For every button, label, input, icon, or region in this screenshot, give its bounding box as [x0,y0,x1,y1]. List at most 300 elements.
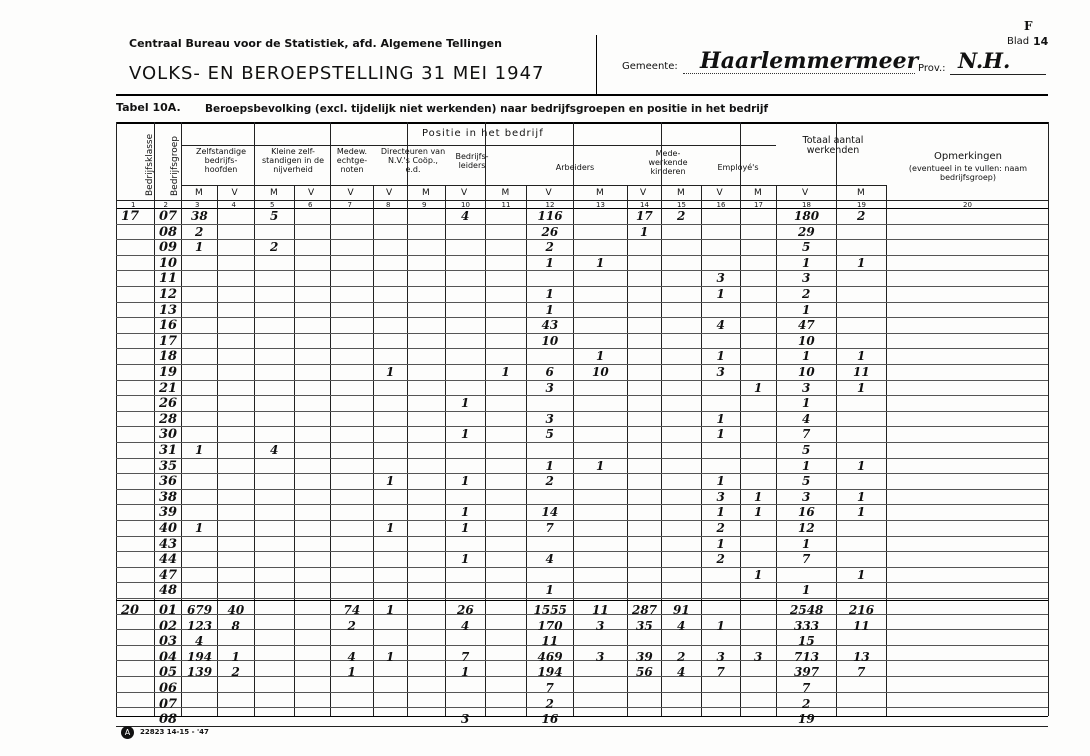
grid-line [116,629,1048,630]
data-cell: 1 [857,505,866,520]
data-cell: 4 [347,649,356,664]
data-cell: 3 [716,365,725,379]
bedrijfsgroep-cell: 07 [159,209,178,224]
data-cell: 1 [545,287,554,301]
bedrijfsgroep-cell: 21 [159,380,178,396]
data-cell: 194 [187,649,213,664]
data-cell: 1 [386,649,395,664]
bedrijfsgroep-cell: 10 [159,255,178,271]
grid-line [116,692,1048,693]
bedrijfsgroep-cell: 26 [159,396,178,412]
data-cell: 26 [541,224,559,239]
data-cell: 1 [716,536,725,551]
grid-line [373,185,374,716]
grid-line [116,200,1048,201]
data-cell: 1 [802,302,811,317]
grid-line [181,185,886,186]
data-cell: 1 [347,665,356,680]
column-number: 17 [754,201,763,209]
data-cell: 1 [461,474,470,489]
data-cell: 10 [541,333,559,348]
column-number: 15 [677,201,686,209]
column-number: 10 [461,201,470,209]
grid-line [181,122,182,716]
data-cell: 1 [195,240,204,255]
column-number: 13 [596,201,605,209]
col-bedrijfsleiders: Bedrijfs- leiders [455,152,489,170]
grid-line [116,380,1048,381]
bedrijfsgroep-cell: 08 [159,712,178,728]
table-caption: Beroepsbevolking (excl. tijdelijk niet werkenden) naar bedrijfsgroepen en positie in het bedrijf [205,103,769,115]
data-cell: 17 [636,209,653,223]
data-cell: 287 [632,603,658,617]
data-cell: 16 [541,712,559,727]
mv-label: M [501,188,510,198]
grid-line [116,270,1048,271]
grid-line [116,442,1048,443]
data-cell: 5 [802,474,811,489]
data-cell: 5 [545,427,554,442]
data-cell: 2 [270,240,279,255]
grid-line [116,122,1048,124]
data-cell: 7 [802,427,811,442]
grid-line [116,504,1048,505]
mv-label: M [596,188,604,198]
data-cell: 139 [187,665,213,680]
column-number: 16 [716,201,726,209]
data-cell: 1 [802,536,811,551]
data-cell: 3 [802,489,811,504]
bedrijfsgroep-cell: 02 [159,618,178,634]
data-cell: 7 [857,665,866,680]
bedrijfsgroep-cell: 05 [159,665,178,681]
data-cell: 40 [227,603,245,617]
data-cell: 4 [270,443,279,457]
blad-number: 14 [1033,35,1049,48]
data-cell: 1 [857,567,866,582]
grid-line [116,395,1048,396]
col-arbeiders: Arbeiders [555,163,595,172]
bedrijfsgroep-cell: 28 [159,411,178,427]
data-cell: 8 [231,618,240,633]
bedrijfsgroep-cell: 39 [159,505,178,521]
data-cell: 39 [636,649,653,664]
data-cell: 10 [592,365,609,379]
data-cell: 1 [386,521,395,535]
bedrijfsgroep-cell: 47 [159,567,178,583]
data-cell: 12 [798,521,815,535]
grid-line [627,185,628,716]
grid-line [116,224,1048,225]
data-cell: 1 [640,224,649,239]
bedrijfsgroep-cell: 48 [159,583,178,599]
col-bedrijfsklasse: Bedrijfsklasse [145,133,155,196]
data-cell: 2 [347,618,356,633]
column-number: 2 [163,201,168,209]
data-cell: 180 [794,209,820,223]
data-cell: 7 [461,649,470,664]
data-cell: 11 [853,618,870,633]
data-cell: 29 [798,224,815,239]
bedrijfsklasse-cell: 17 [121,209,140,224]
data-cell: 7 [802,681,811,695]
data-cell: 1 [857,380,866,395]
column-number: 11 [501,201,511,209]
grid-line [116,348,1048,349]
mv-label: M [754,188,762,198]
data-cell: 1 [545,583,554,598]
data-cell: 1 [461,665,470,680]
grid-line [116,122,117,716]
grid-line [116,208,1048,209]
data-cell: 1 [857,255,866,270]
data-cell: 2 [677,209,686,223]
bedrijfsgroep-cell: 30 [159,427,178,443]
data-cell: 1 [802,396,811,411]
mv-label: V [386,188,393,198]
table-label: Tabel 10A. [116,101,181,114]
data-cell: 4 [195,634,204,649]
bedrijfsgroep-cell: 44 [159,552,178,568]
data-cell: 11 [592,603,609,617]
data-cell: 1 [857,349,866,364]
data-cell: 2 [545,240,554,255]
grid-line [154,122,155,716]
grid-line [116,598,1048,599]
gemeente-value: Haarlemmermeer [700,48,919,74]
data-cell: 3 [716,649,725,664]
grid-line [116,520,1048,521]
data-cell: 6 [545,365,554,379]
mv-label: V [347,188,354,198]
mv-label: V [802,188,809,198]
bedrijfsgroep-cell: 03 [159,634,178,650]
grid-line [116,364,1048,365]
grid-line [116,660,1048,661]
data-cell: 1 [716,427,725,442]
gemeente-label: Gemeente: [622,61,678,72]
grid-line [116,317,1048,318]
grid-line [116,614,1048,615]
data-cell: 1 [386,474,395,489]
data-cell: 4 [677,618,686,633]
data-cell: 3 [596,649,605,664]
data-cell: 1 [754,505,763,520]
data-cell: 713 [794,649,820,664]
column-number: 1 [131,201,136,209]
gemeente-underline [683,73,915,74]
bedrijfsgroep-cell: 17 [159,333,178,349]
data-cell: 11 [541,634,559,649]
data-cell: 1 [545,458,554,473]
grid-line [701,185,702,716]
grid-line [116,676,1048,677]
blad-label: Blad [1007,36,1030,47]
grid-line [116,645,1048,646]
column-number: 19 [857,201,866,209]
data-cell: 1 [802,583,811,598]
data-cell: 216 [849,603,875,617]
data-cell: 10 [798,365,815,379]
data-cell: 1 [716,411,725,426]
data-cell: 2 [802,696,811,711]
column-number: 9 [422,201,427,209]
data-cell: 5 [802,443,811,457]
bedrijfsgroep-cell: 07 [159,696,178,712]
data-cell: 2 [857,209,866,223]
bedrijfsgroep-cell: 12 [159,287,178,302]
grid-line [116,426,1048,427]
data-cell: 1 [754,567,763,582]
mv-label: M [677,188,685,198]
grid-line [116,333,1048,334]
grid-line [116,286,1048,287]
mv-label: M [195,188,203,198]
grid-line [254,145,255,185]
mv-label: V [308,188,315,198]
bedrijfsgroep-cell: 08 [159,224,178,240]
grid-line [1048,122,1049,716]
data-cell: 2 [677,649,686,664]
bedrijfsgroep-cell: 04 [159,649,178,665]
data-cell: 7 [545,521,554,535]
data-cell: 35 [636,618,653,633]
data-cell: 3 [802,271,811,286]
data-cell: 4 [545,552,554,567]
blad-letter: F [1024,19,1033,33]
data-cell: 679 [187,603,213,617]
column-number: 6 [308,201,313,209]
data-cell: 3 [716,489,725,504]
data-cell: 1 [386,603,395,617]
bedrijfsgroep-cell: 38 [159,489,178,505]
column-number: 14 [640,201,649,209]
bedrijfsgroep-cell: 11 [159,271,178,287]
col-positie: Positie in het bedrijf [422,128,544,139]
data-cell: 3 [545,411,554,426]
column-number: 12 [545,201,555,209]
data-cell: 1 [716,287,725,301]
data-cell: 1 [231,649,240,664]
data-cell: 16 [798,505,815,520]
data-cell: 91 [673,603,690,617]
grid-line [407,122,408,716]
grid-line [116,536,1048,537]
prov-underline [950,74,1046,75]
data-cell: 123 [187,618,213,633]
grid-line [836,122,837,716]
grid-line [254,122,255,716]
column-number: 18 [802,201,811,209]
data-cell: 1 [461,521,470,535]
data-cell: 1555 [533,603,567,617]
data-cell: 1 [802,349,811,364]
grid-line [116,239,1048,240]
data-cell: 1 [716,474,725,489]
data-cell: 4 [677,665,686,680]
header-rule [116,94,1048,96]
data-cell: 1 [754,380,763,395]
data-cell: 333 [794,618,820,633]
data-cell: 56 [636,665,653,680]
grid-line [116,411,1048,412]
data-cell: 1 [545,302,554,317]
data-cell: 1 [386,365,395,379]
column-number: 20 [963,201,972,209]
grid-line [116,473,1048,474]
data-cell: 3 [461,712,470,727]
bedrijfsgroep-cell: 19 [159,365,178,380]
data-cell: 5 [802,240,811,255]
data-cell: 3 [716,271,725,286]
col-totaal: Totaal aantal werkenden [802,135,864,157]
prov-label: Prov.: [918,63,946,74]
data-cell: 170 [537,618,563,633]
data-cell: 26 [457,603,474,617]
data-cell: 3 [545,380,554,395]
data-cell: 19 [798,712,815,727]
data-cell: 1 [596,458,605,473]
col-employes: Employé's [717,163,759,172]
data-cell: 1 [195,443,204,457]
col-bedrijfsgroep: Bedrijfsgroep [170,136,180,196]
grid-line [116,600,1048,601]
data-cell: 3 [596,618,605,633]
bedrijfsgroep-cell: 35 [159,458,178,474]
bedrijfsgroep-cell: 09 [159,240,178,256]
data-cell: 15 [798,634,815,649]
grid-line [573,122,574,716]
data-cell: 4 [461,209,470,223]
column-number: 7 [347,201,352,209]
grid-line [445,185,446,716]
grid-line [776,185,777,716]
data-cell: 397 [794,665,820,680]
data-cell: 2 [802,287,811,301]
grid-line [116,726,1048,727]
grid-line [116,255,1048,256]
grid-line [886,185,887,716]
data-cell: 14 [541,505,559,520]
grid-line [330,145,331,185]
col-medew: Medew. echtge- noten [336,147,368,174]
col-kleine: Kleine zelf- standigen in de nijverheid [261,147,325,174]
column-number: 3 [195,201,200,209]
data-cell: 2 [195,224,204,239]
data-cell: 38 [191,209,208,223]
col-opmerkingen-sub: (eventueel in te vullen: naam bedrijfsgroep) [908,164,1028,182]
data-cell: 4 [716,318,725,333]
data-cell: 1 [802,458,811,473]
data-cell: 7 [545,681,554,695]
col-opmerkingen-title: Opmerkingen [934,151,1002,162]
data-cell: 74 [343,603,361,617]
data-cell: 7 [716,665,725,680]
data-cell: 7 [802,552,811,567]
grid-line [661,122,662,716]
data-cell: 1 [596,349,605,364]
bedrijfsgroep-cell: 43 [159,536,178,552]
footer-logo-icon: A [121,726,134,739]
data-cell: 194 [537,665,563,680]
mv-label: V [716,188,723,198]
data-cell: 469 [537,649,563,664]
data-cell: 47 [798,318,815,333]
data-cell: 43 [541,318,559,333]
data-cell: 1 [195,521,204,535]
grid-line [116,707,1048,708]
data-cell: 1 [857,458,866,473]
data-cell: 1 [857,489,866,504]
column-number: 8 [386,201,391,209]
grid-line [294,185,295,716]
grid-line [740,122,741,716]
data-cell: 1 [461,427,470,442]
data-cell: 4 [802,411,811,426]
grid-line [116,567,1048,568]
data-cell: 2 [545,474,554,489]
data-cell: 1 [596,255,605,270]
data-cell: 1 [716,618,725,633]
grid-line [116,302,1048,303]
data-cell: 10 [798,333,815,348]
grid-line [485,122,486,716]
data-cell: 1 [461,396,470,411]
grid-line [330,122,331,716]
bedrijfsgroep-cell: 06 [159,681,178,696]
data-cell: 1 [716,349,725,364]
bureau-line: Centraal Bureau voor de Statistiek, afd. Algemene Tellingen [129,37,502,50]
column-number: 5 [270,201,275,209]
data-cell: 1 [545,255,554,270]
bedrijfsgroep-cell: 40 [159,521,178,536]
column-number: 4 [231,201,236,209]
data-cell: 2548 [790,603,824,617]
mv-label: M [270,188,278,198]
data-cell: 5 [270,209,279,223]
bedrijfsgroep-cell: 16 [159,318,178,334]
bedrijfsgroep-cell: 13 [159,302,178,318]
bedrijfsklasse-cell: 20 [121,603,140,618]
mv-label: M [857,188,865,198]
data-cell: 2 [231,665,240,680]
data-cell: 2 [716,552,725,567]
data-cell: 1 [754,489,763,504]
prov-value: N.H. [958,48,1011,73]
form-title: VOLKS- EN BEROEPSTELLING 31 MEI 1947 [129,63,545,84]
mv-label: V [231,188,238,198]
grid-line [116,489,1048,490]
col-zelfstandige: Zelfstandige bedrijfs- hoofden [195,147,247,174]
data-cell: 3 [802,380,811,395]
data-cell: 1 [501,365,510,379]
grid-line [116,458,1048,459]
grid-line [116,582,1048,583]
header-divider [596,35,597,95]
data-cell: 3 [754,649,763,664]
data-cell: 2 [545,696,554,711]
data-cell: 116 [537,209,563,223]
col-directeuren: Directeuren van N.V.'s Coöp., e.d. [380,147,446,174]
data-cell: 1 [802,255,811,270]
data-cell: 1 [461,552,470,567]
data-cell: 1 [716,505,725,520]
grid-line [526,185,527,716]
bedrijfsgroep-cell: 36 [159,474,178,490]
col-mede: Mede- werkende kinderen [648,149,688,176]
data-cell: 11 [853,365,870,379]
data-cell: 4 [461,618,470,633]
